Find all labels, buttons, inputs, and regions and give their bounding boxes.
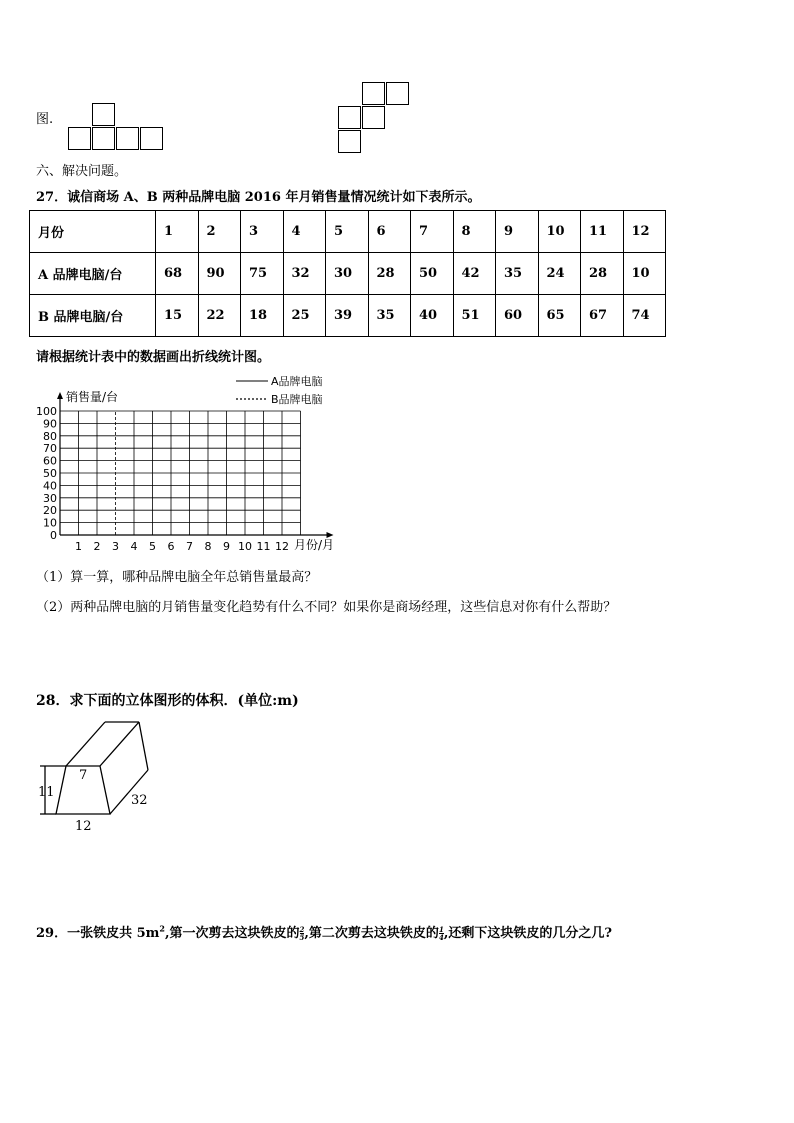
question-27-part-1: （1）算一算，哪种品牌电脑全年总销售量最高？: [36, 570, 318, 585]
table-cell: 30: [326, 253, 369, 295]
question-28: 28．求下面的立体图形的体积．(单位:m): [36, 693, 299, 709]
y-tick-label: 80: [43, 429, 57, 443]
y-tick-label: 30: [43, 491, 57, 505]
net-square: [386, 82, 409, 105]
x-tick-label: 12: [275, 540, 289, 553]
table-cell: 3: [241, 211, 284, 253]
table-cell: 40: [411, 295, 454, 337]
x-tick-label: 9: [223, 540, 230, 553]
table-cell: 75: [241, 253, 284, 295]
chart-instruction: 请根据统计表中的数据画出折线统计图。: [36, 350, 271, 365]
table-row: [30, 211, 666, 253]
x-tick-label: 3: [112, 540, 119, 553]
y-tick-label: 70: [43, 442, 57, 456]
net-square: [92, 103, 115, 126]
table-cell: 4: [283, 211, 326, 253]
table-cell: 67: [581, 295, 624, 337]
y-tick-label: 90: [43, 417, 57, 431]
fraction: $\frac{1}{4}$: [438, 925, 444, 942]
y-tick-label: 0: [50, 529, 57, 542]
table-cell: 42: [453, 253, 496, 295]
table-row: [30, 295, 666, 337]
q29-text: ,还剩下这块铁皮的几分之几?: [443, 926, 612, 941]
table-cell: 24: [538, 253, 581, 295]
table-cell: 28: [581, 253, 624, 295]
x-tick-label: 6: [167, 540, 175, 553]
table-cell: 18: [241, 295, 284, 337]
question-29: [36, 922, 612, 941]
table-cell: 32: [283, 253, 326, 295]
y-tick-label: 40: [43, 479, 57, 493]
net-square: [338, 130, 361, 153]
net-square: [338, 106, 361, 129]
legend-label: A品牌电脑: [271, 375, 323, 388]
table-cell: 25: [283, 295, 326, 337]
table-cell: 90: [198, 253, 241, 295]
q29-text: ,第二次剪去这块铁皮的: [304, 926, 439, 941]
y-axis-label: 销售量/台: [66, 390, 119, 404]
row-header: A 品牌电脑/台: [30, 253, 156, 295]
table-cell: 51: [453, 295, 496, 337]
table-cell: 28: [368, 253, 411, 295]
y-tick-label: 20: [43, 504, 57, 518]
chart-grid: [60, 411, 301, 535]
y-tick-labels: [36, 405, 57, 542]
x-tick-label: 2: [93, 540, 101, 553]
table-cell: 10: [538, 211, 581, 253]
net-square: [362, 82, 385, 105]
chart-axes: [57, 392, 334, 538]
dim-top: 7: [79, 768, 88, 783]
table-cell: 5: [326, 211, 369, 253]
y-tick-label: 50: [43, 467, 57, 480]
table-cell: 68: [156, 253, 199, 295]
x-tick-label: 1: [75, 540, 82, 553]
table-cell: 2: [198, 211, 241, 253]
fraction: $\frac{2}{5}$: [299, 925, 305, 942]
table-cell: 12: [623, 211, 666, 253]
y-axis-arrow: [57, 392, 63, 399]
net-square: [362, 106, 385, 129]
x-tick-label: 8: [204, 540, 212, 553]
x-axis-label: 月份/月: [294, 538, 335, 552]
table-row: [30, 253, 666, 295]
prism-figure: [30, 718, 170, 838]
row-header: 月份: [30, 211, 156, 253]
legend: [236, 374, 323, 406]
net-square: [68, 127, 91, 150]
x-tick-label: 7: [186, 540, 193, 553]
line-chart: [28, 370, 348, 560]
row-header: B 品牌电脑/台: [30, 295, 156, 337]
x-tick-labels: [75, 540, 289, 553]
sales-table: [29, 210, 666, 337]
net-square: [140, 127, 163, 150]
legend-label: B品牌电脑: [271, 393, 323, 406]
table-cell: 35: [368, 295, 411, 337]
table-cell: 50: [411, 253, 454, 295]
table-cell: 74: [623, 295, 666, 337]
table-cell: 9: [496, 211, 539, 253]
x-tick-label: 10: [238, 540, 252, 553]
figure-label: 图.: [36, 112, 54, 127]
x-tick-label: 5: [149, 540, 156, 553]
table-cell: 10: [623, 253, 666, 295]
table-cell: 65: [538, 295, 581, 337]
q29-superscript: 2: [159, 923, 165, 934]
dim-depth: 32: [131, 793, 148, 808]
dim-bottom: 12: [75, 819, 92, 834]
table-cell: 15: [156, 295, 199, 337]
section-title: 六、解决问题。: [36, 164, 128, 179]
table-cell: 35: [496, 253, 539, 295]
question-27-part-2: （2）两种品牌电脑的月销售量变化趋势有什么不同？如果你是商场经理，这些信息对你有什么帮助？: [36, 600, 617, 615]
y-tick-label: 10: [43, 516, 57, 530]
net-square: [92, 127, 115, 150]
table-cell: 7: [411, 211, 454, 253]
table-cell: 22: [198, 295, 241, 337]
y-tick-label: 60: [43, 454, 57, 468]
y-tick-label: 100: [36, 405, 57, 418]
table-cell: 11: [581, 211, 624, 253]
table-cell: 60: [496, 295, 539, 337]
net-square: [116, 127, 139, 150]
table-cell: 1: [156, 211, 199, 253]
question-27: 27．诚信商场 A、B 两种品牌电脑 2016 年月销售量情况统计如下表所示。: [36, 190, 481, 205]
q29-text: ,第一次剪去这块铁皮的: [165, 926, 300, 941]
dim-height: 11: [38, 785, 55, 800]
table-cell: 8: [453, 211, 496, 253]
table-cell: 6: [368, 211, 411, 253]
x-tick-label: 4: [130, 540, 138, 553]
x-tick-label: 11: [256, 540, 271, 553]
table-cell: 39: [326, 295, 369, 337]
q29-text: 29．一张铁皮共 5m: [36, 926, 160, 941]
